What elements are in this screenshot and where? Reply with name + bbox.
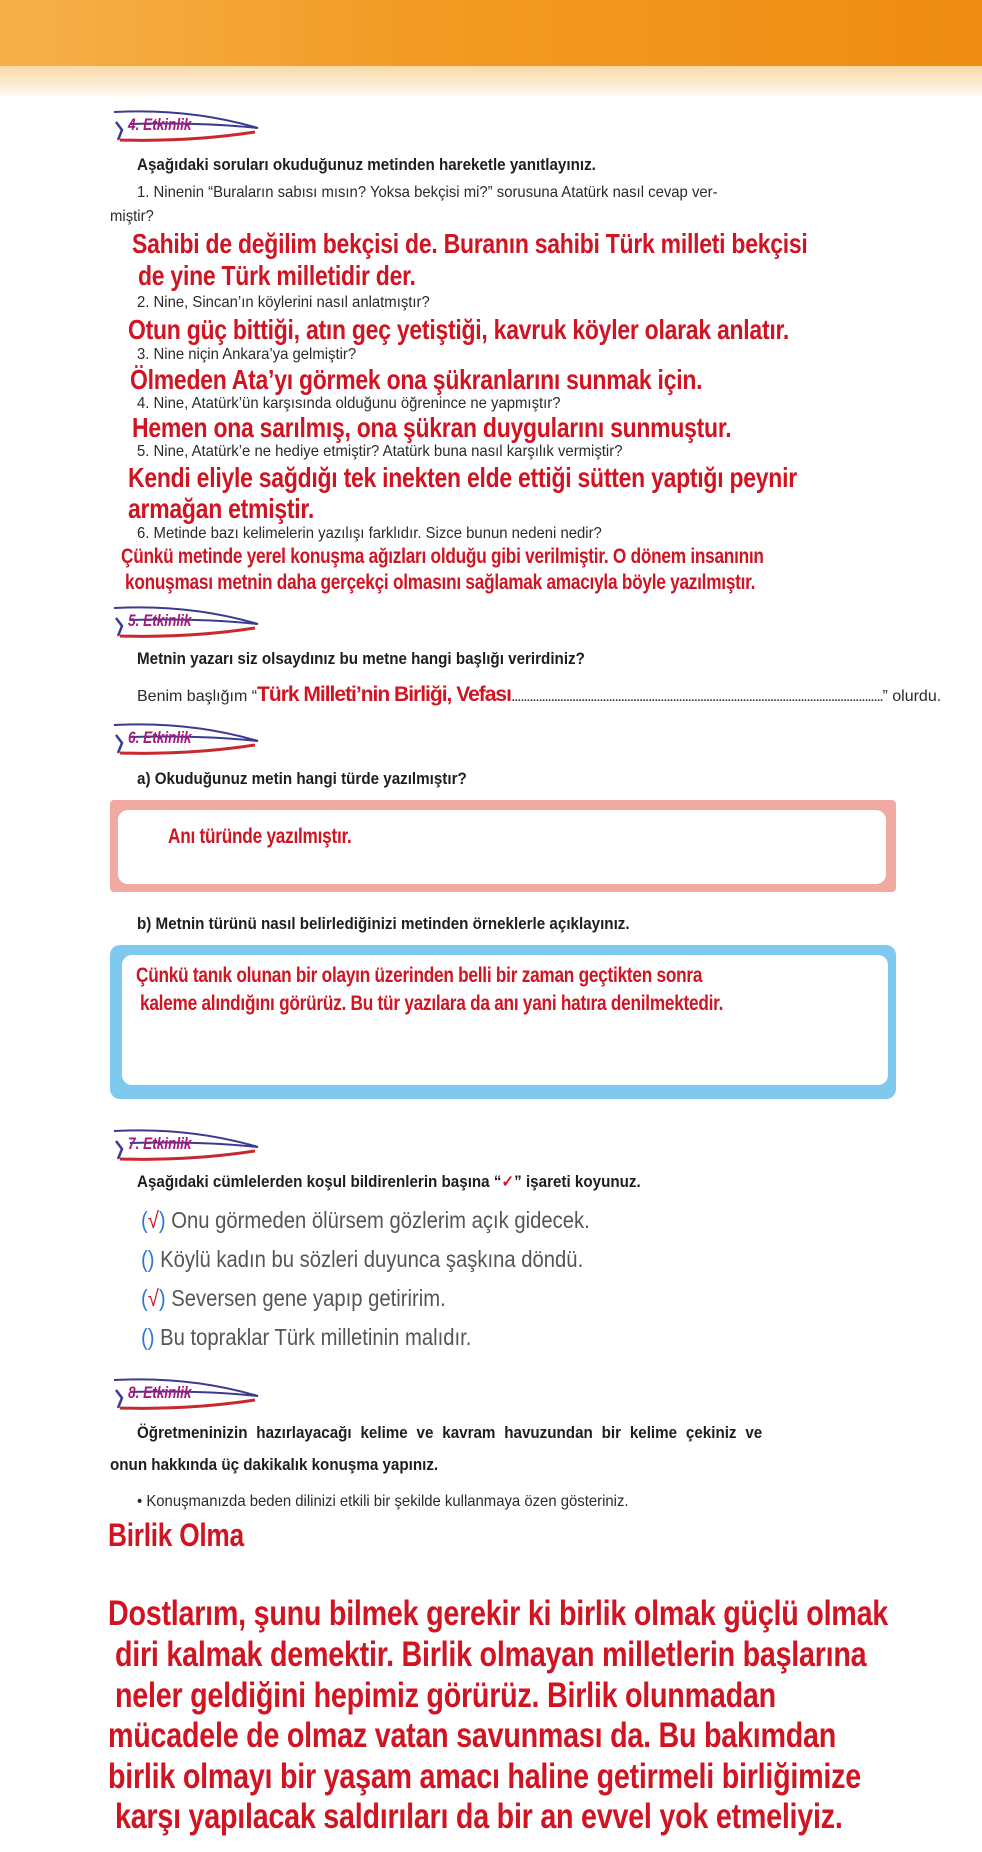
activity-6-question-a: a) Okuduğunuz metin hangi türde yazılmıştır? [137, 770, 467, 788]
activity-7-instruction [137, 1173, 641, 1192]
activity-4-instruction: Aşağıdaki soruları okuduğunuz metinden hareketle yanıtlayınız. [137, 156, 596, 174]
question-2: 2. Nine, Sincan’ın köylerini nasıl anlatmıştır? [137, 294, 430, 311]
statement-item: (√) Onu görmeden ölürsem gözlerim açık gidecek. [141, 1207, 590, 1233]
activity-5-badge [110, 606, 260, 640]
badge-label: 7. Etkinlik [128, 1134, 192, 1153]
activity-8-badge [110, 1378, 260, 1412]
question-1: 1. Ninenin “Buraların sabısı mısın? Yoksa bekçisi mi?” sorusuna Atatürk nasıl cevap ver- [137, 184, 718, 201]
statement-item: (√) Seversen gene yapıp getiririm. [141, 1285, 446, 1311]
item-text: Köylü kadın bu sözleri duyunca şaşkına döndü. [160, 1246, 584, 1272]
item-text: Seversen gene yapıp getiririm. [171, 1285, 446, 1311]
item-mark: √ [147, 1285, 159, 1311]
answer-4: Hemen ona sarılmış, ona şükran duygularını sunmuştur. [132, 412, 732, 443]
item-text: Bu topraklar Türk milletinin malıdır. [160, 1324, 472, 1350]
speech-line: karşı yapılacak saldırıları da bir an evvel yok etmeliyiz. [115, 1797, 843, 1836]
title-dots: .......................................................................................................................... [510, 688, 883, 705]
badge-label: 4. Etkinlik [128, 115, 192, 134]
header-band [0, 0, 982, 66]
answer-6-line: Çünkü metinde yerel konuşma ağızları olduğu gibi verilmiştir. O dönem insanının [121, 545, 764, 568]
answer-1-line: de yine Türk milletidir der. [138, 260, 416, 291]
badge-label: 8. Etkinlik [128, 1383, 192, 1402]
question-5: 5. Nine, Atatürk’e ne hediye etmiştir? Atatürk buna nasıl karşılık vermiştir? [137, 443, 623, 460]
activity-6-answer-a: Anı türünde yazılmıştır. [168, 825, 352, 848]
answer-6-line: konuşması metnin daha gerçekçi olmasını sağlamak amacıyla böyle yazılmıştır. [125, 571, 756, 594]
activity-6-question-b: b) Metnin türünü nasıl belirlediğinizi metinden örneklerle açıklayınız. [137, 915, 630, 933]
speech-line: mücadele de olmaz vatan savunması da. Bu bakımdan [108, 1716, 837, 1755]
activity-5-question: Metnin yazarı siz olsaydınız bu metne hangi başlığı verirdiniz? [137, 650, 585, 668]
answer-5-line: armağan etmiştir. [128, 493, 314, 524]
badge-label: 6. Etkinlik [128, 728, 192, 747]
activity-6-answer-b-line: kaleme alındığını görürüz. Bu tür yazılara da anı yani hatıra denilmektedir. [140, 992, 724, 1015]
activity-8-instruction-cont: onun hakkında üç dakikalık konuşma yapınız. [110, 1456, 439, 1474]
title-prefix: Benim başlığım “ [137, 688, 258, 705]
speech-line: neler geldiğini hepimiz görürüz. Birlik olunmadan [115, 1676, 776, 1715]
activity-5-answer-line [137, 680, 941, 709]
activity-5-answer: Türk Milleti’nin Birliği, Vefası [257, 683, 511, 706]
speech-line: Dostlarım, şunu bilmek gerekir ki birlik olmak güçlü olmak [108, 1594, 889, 1633]
item-mark: √ [147, 1207, 159, 1233]
speech-line: diri kalmak demektir. Birlik olmayan milletlerin başlarına [115, 1635, 867, 1674]
badge-label: 5. Etkinlik [128, 611, 192, 630]
activity-4-badge [110, 110, 260, 144]
checkmark-icon: ✓ [501, 1173, 515, 1191]
question-4: 4. Nine, Atatürk’ün karşısında olduğunu öğrenince ne yapmıştır? [137, 395, 561, 412]
activity-7-badge [110, 1129, 260, 1163]
speech-title: Birlik Olma [108, 1517, 244, 1553]
question-1-cont: miştir? [110, 208, 154, 225]
speech-line: birlik olmayı bir yaşam amacı haline getirmeli birliğimize [108, 1757, 861, 1796]
statement-item: () Bu topraklar Türk milletinin malıdır. [141, 1324, 472, 1350]
header-band-fade [0, 66, 982, 98]
answer-2: Otun güç bittiği, atın geç yetiştiği, kavruk köyler olarak anlatır. [128, 314, 790, 345]
question-3: 3. Nine niçin Ankara’ya gelmiştir? [137, 346, 357, 363]
question-6: 6. Metinde bazı kelimelerin yazılışı farklıdır. Sizce bunun nedeni nedir? [137, 525, 602, 542]
instruction-text: ” işareti koyunuz. [514, 1173, 641, 1191]
answer-3: Ölmeden Ata’yı görmek ona şükranlarını sunmak için. [130, 364, 703, 395]
activity-8-instruction: Öğretmeninizin hazırlayacağı kelime ve kavram havuzundan bir kelime çekiniz ve [137, 1424, 763, 1442]
activity-6-answer-b-line: Çünkü tanık olunan bir olayın üzerinden belli bir zaman geçtikten sonra [136, 964, 703, 987]
title-suffix: ” olurdu. [882, 688, 942, 705]
answer-1-line: Sahibi de değilim bekçisi de. Buranın sahibi Türk milleti bekçisi [132, 228, 808, 259]
activity-8-bullet: • Konuşmanızda beden dilinizi etkili bir şekilde kullanmaya özen gösteriniz. [137, 1493, 629, 1510]
answer-5-line: Kendi eliyle sağdığı tek inekten elde ettiği sütten yaptığı peynir [128, 462, 797, 493]
activity-6-badge [110, 723, 260, 757]
item-text: Onu görmeden ölürsem gözlerim açık gidecek. [171, 1207, 590, 1233]
statement-item: () Köylü kadın bu sözleri duyunca şaşkına döndü. [141, 1246, 584, 1272]
instruction-text: Aşağıdaki cümlelerden koşul bildirenlerin başına “ [137, 1173, 502, 1191]
